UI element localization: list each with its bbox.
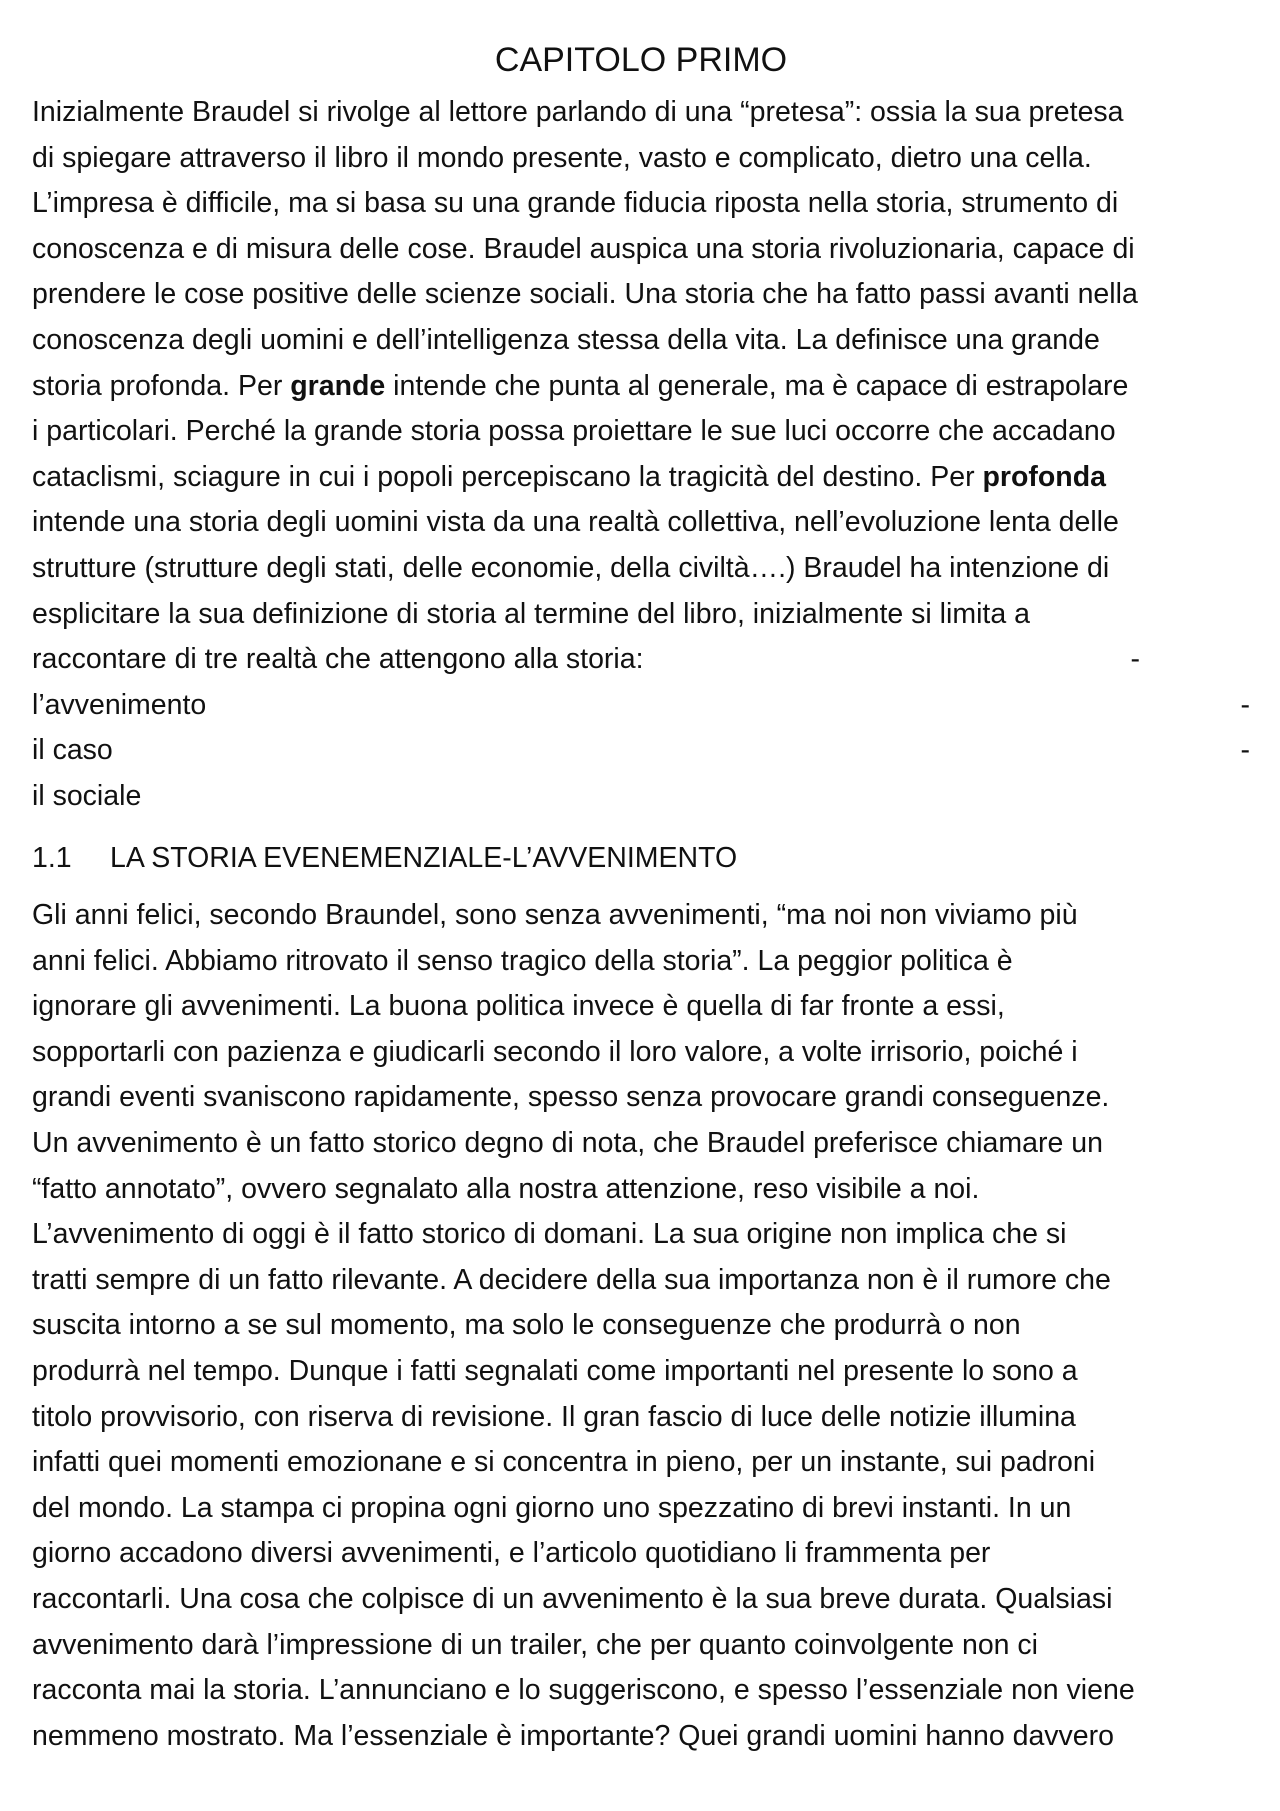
text-line: [32, 637, 1250, 683]
bold-term-profonda: profonda: [982, 460, 1106, 493]
list-item: [32, 683, 1250, 729]
text-line: intende una storia degli uomini vista da una realtà collettiva, nell’evoluzione lenta delle: [32, 506, 1119, 539]
list-dash: -: [1240, 688, 1250, 721]
text-segment: intende che punta al generale, ma è capace di estrapolare: [385, 369, 1129, 402]
text-line: [32, 455, 1250, 501]
text-line: [32, 364, 1250, 410]
text-segment: raccontare di tre realtà che attengono alla storia:: [32, 643, 644, 676]
text-line: conoscenza degli uomini e dell’intelligenza stessa della vita. La definisce una grande: [32, 323, 1100, 356]
text-line: Gli anni felici, secondo Braundel, sono senza avvenimenti, “ma noi non viviamo più: [32, 899, 1078, 932]
section-title: LA STORIA EVENEMENZIALE-L’AVVENIMENTO: [110, 841, 738, 874]
text-line: grandi eventi svaniscono rapidamente, spesso senza provocare grandi conseguenze.: [32, 1081, 1110, 1114]
text-line: Un avvenimento è un fatto storico degno di nota, che Braudel preferisce chiamare un: [32, 1127, 1103, 1160]
list-item: [32, 774, 1250, 820]
text-segment: cataclismi, sciagure in cui i popoli percepiscano la tragicità del destino. Per: [32, 460, 983, 493]
text-line: prendere le cose positive delle scienze sociali. Una storia che ha fatto passi avanti nella: [32, 278, 1138, 311]
list-dash: -: [1240, 734, 1250, 767]
list-dash: -: [1130, 643, 1140, 676]
text-line: tratti sempre di un fatto rilevante. A decidere della sua importanza non è il rumore che: [32, 1263, 1111, 1296]
list-item: [32, 728, 1250, 774]
section-number: 1.1: [32, 841, 72, 874]
text-line: conoscenza e di misura delle cose. Braudel auspica una storia rivoluzionaria, capace di: [32, 232, 1135, 265]
text-line: infatti quei momenti emozionane e si concentra in pieno, per un instante, sui padroni: [32, 1446, 1096, 1479]
text-line: del mondo. La stampa ci propina ogni giorno uno spezzatino di brevi instanti. In un: [32, 1491, 1072, 1524]
list-item-text: il sociale: [32, 779, 142, 812]
body-paragraph: [32, 893, 1250, 1759]
text-line: titolo provvisorio, con riserva di revisione. Il gran fascio di luce delle notizie illumina: [32, 1400, 1076, 1433]
text-line: ignorare gli avvenimenti. La buona politica invece è quella di far fronte a essi,: [32, 990, 1005, 1023]
text-line: racconta mai la storia. L’annunciano e lo suggeriscono, e spesso l’essenziale non viene: [32, 1674, 1135, 1707]
list-item-text: il caso: [32, 734, 113, 767]
text-segment: storia profonda. Per: [32, 369, 291, 402]
text-line: strutture (strutture degli stati, delle economie, della civiltà….) Braudel ha intenzione di: [32, 551, 1110, 584]
text-line: L’impresa è difficile, ma si basa su una grande fiducia riposta nella storia, strumento di: [32, 187, 1119, 220]
text-line: suscita intorno a se sul momento, ma solo le conseguenze che produrrà o non: [32, 1309, 1021, 1342]
text-line: raccontarli. Una cosa che colpisce di un avvenimento è la sua breve durata. Qualsiasi: [32, 1583, 1113, 1615]
text-line: nemmeno mostrato. Ma l’essenziale è importante? Quei grandi uomini hanno davvero: [32, 1719, 1114, 1752]
section-heading: [32, 836, 1250, 882]
intro-paragraph: [32, 90, 1250, 820]
text-line: produrrà nel tempo. Dunque i fatti segnalati come importanti nel presente lo sono a: [32, 1355, 1078, 1388]
text-line: Inizialmente Braudel si rivolge al lettore parlando di una “pretesa”: ossia la sua pretesa: [32, 96, 1124, 128]
text-line: “fatto annotato”, ovvero segnalato alla nostra attenzione, reso visibile a noi.: [32, 1172, 980, 1205]
text-line: anni felici. Abbiamo ritrovato il senso tragico della storia”. La peggior politica è: [32, 944, 1013, 977]
list-item-text: l’avvenimento: [32, 688, 207, 721]
text-line: i particolari. Perché la grande storia possa proiettare le sue luci occorre che accadano: [32, 415, 1116, 448]
chapter-title: CAPITOLO PRIMO: [494, 41, 788, 79]
bold-term-grande: grande: [290, 369, 386, 402]
text-line: di spiegare attraverso il libro il mondo presente, vasto e complicato, dietro una cella.: [32, 141, 1092, 174]
text-line: avvenimento darà l’impressione di un trailer, che per quanto coinvolgente non ci: [32, 1628, 1039, 1661]
text-line: esplicitare la sua definizione di storia al termine del libro, inizialmente si limita a: [32, 597, 1030, 630]
text-line: sopportarli con pazienza e giudicarli secondo il loro valore, a volte irrisorio, poiché i: [32, 1035, 1078, 1068]
text-line: L’avvenimento di oggi è il fatto storico di domani. La sua origine non implica che si: [32, 1218, 1067, 1251]
text-line: giorno accadono diversi avvenimenti, e l’articolo quotidiano li frammenta per: [32, 1537, 991, 1570]
